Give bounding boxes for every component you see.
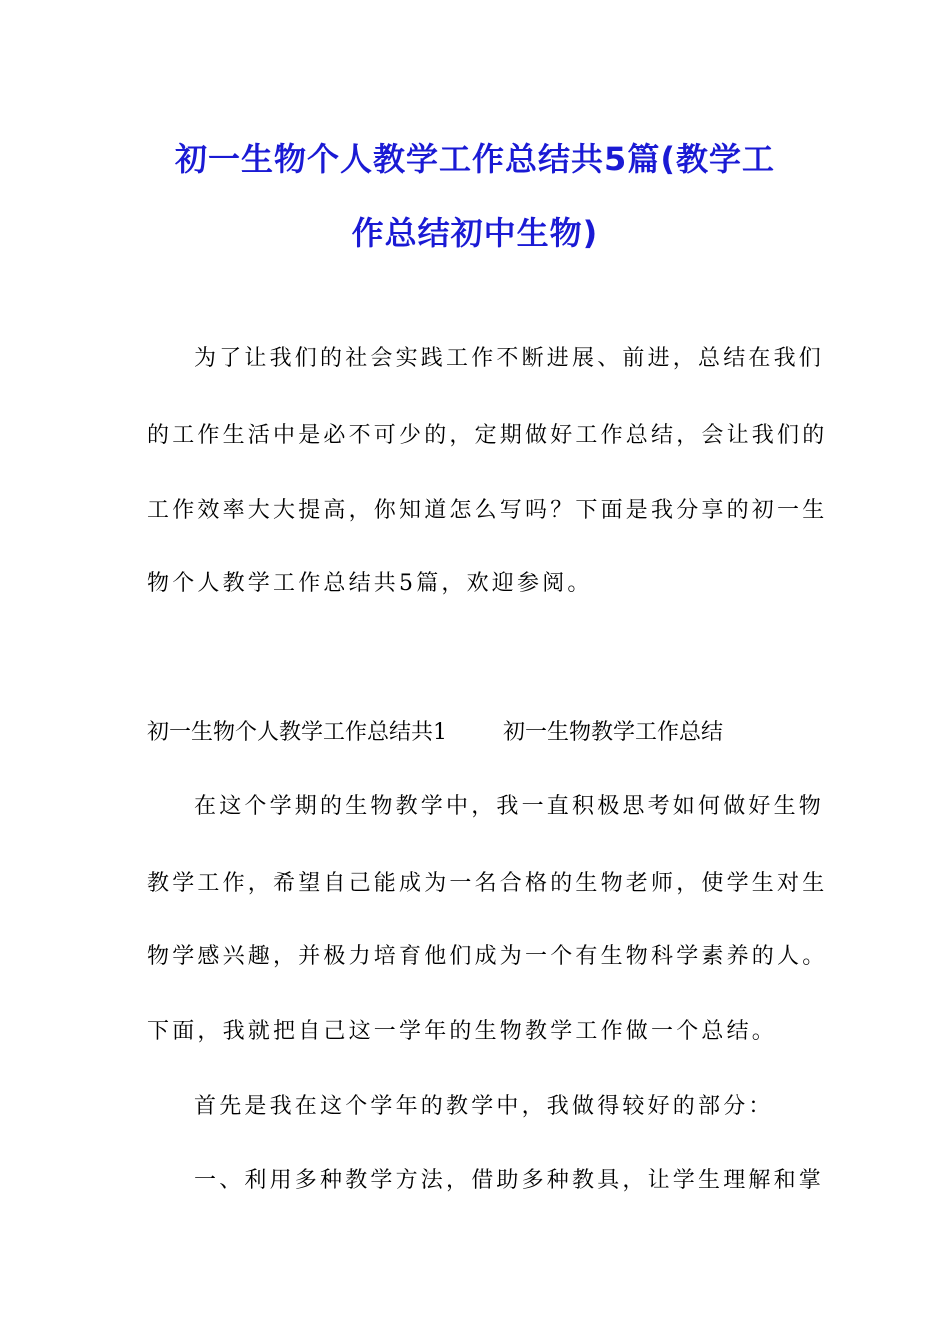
body-paragraph-line-2: 教学工作，希望自己能成为一名合格的生物老师，使学生对生 bbox=[147, 871, 828, 896]
document-title-line-2: 作总结初中生物) bbox=[351, 214, 599, 252]
body-paragraph-line-6: 一、利用多种教学方法，借助多种教具，让学生理解和掌 bbox=[194, 1168, 825, 1193]
body-paragraph-line-1: 在这个学期的生物教学中，我一直积极思考如何做好生物 bbox=[194, 794, 825, 819]
intro-paragraph-line-3: 工作效率大大提高，你知道怎么写吗？下面是我分享的初一生 bbox=[147, 498, 828, 523]
section-heading: 初一生物个人教学工作总结共1 bbox=[147, 720, 447, 745]
section-heading-row bbox=[147, 718, 723, 748]
section-subheading: 初一生物教学工作总结 bbox=[503, 720, 724, 745]
body-paragraph-line-4: 下面，我就把自己这一学年的生物教学工作做一个总结。 bbox=[147, 1019, 778, 1044]
intro-paragraph-line-4: 物个人教学工作总结共5篇，欢迎参阅。 bbox=[147, 571, 593, 596]
body-paragraph-line-5: 首先是我在这个学年的教学中，我做得较好的部分： bbox=[194, 1094, 774, 1119]
body-paragraph-line-3: 物学感兴趣，并极力培育他们成为一个有生物科学素养的人。 bbox=[147, 944, 828, 969]
intro-paragraph-line-2: 的工作生活中是必不可少的，定期做好工作总结，会让我们的 bbox=[147, 423, 828, 448]
document-title-line-1: 初一生物个人教学工作总结共5篇(教学工 bbox=[175, 140, 775, 178]
intro-paragraph-line-1: 为了让我们的社会实践工作不断进展、前进，总结在我们 bbox=[194, 346, 825, 371]
